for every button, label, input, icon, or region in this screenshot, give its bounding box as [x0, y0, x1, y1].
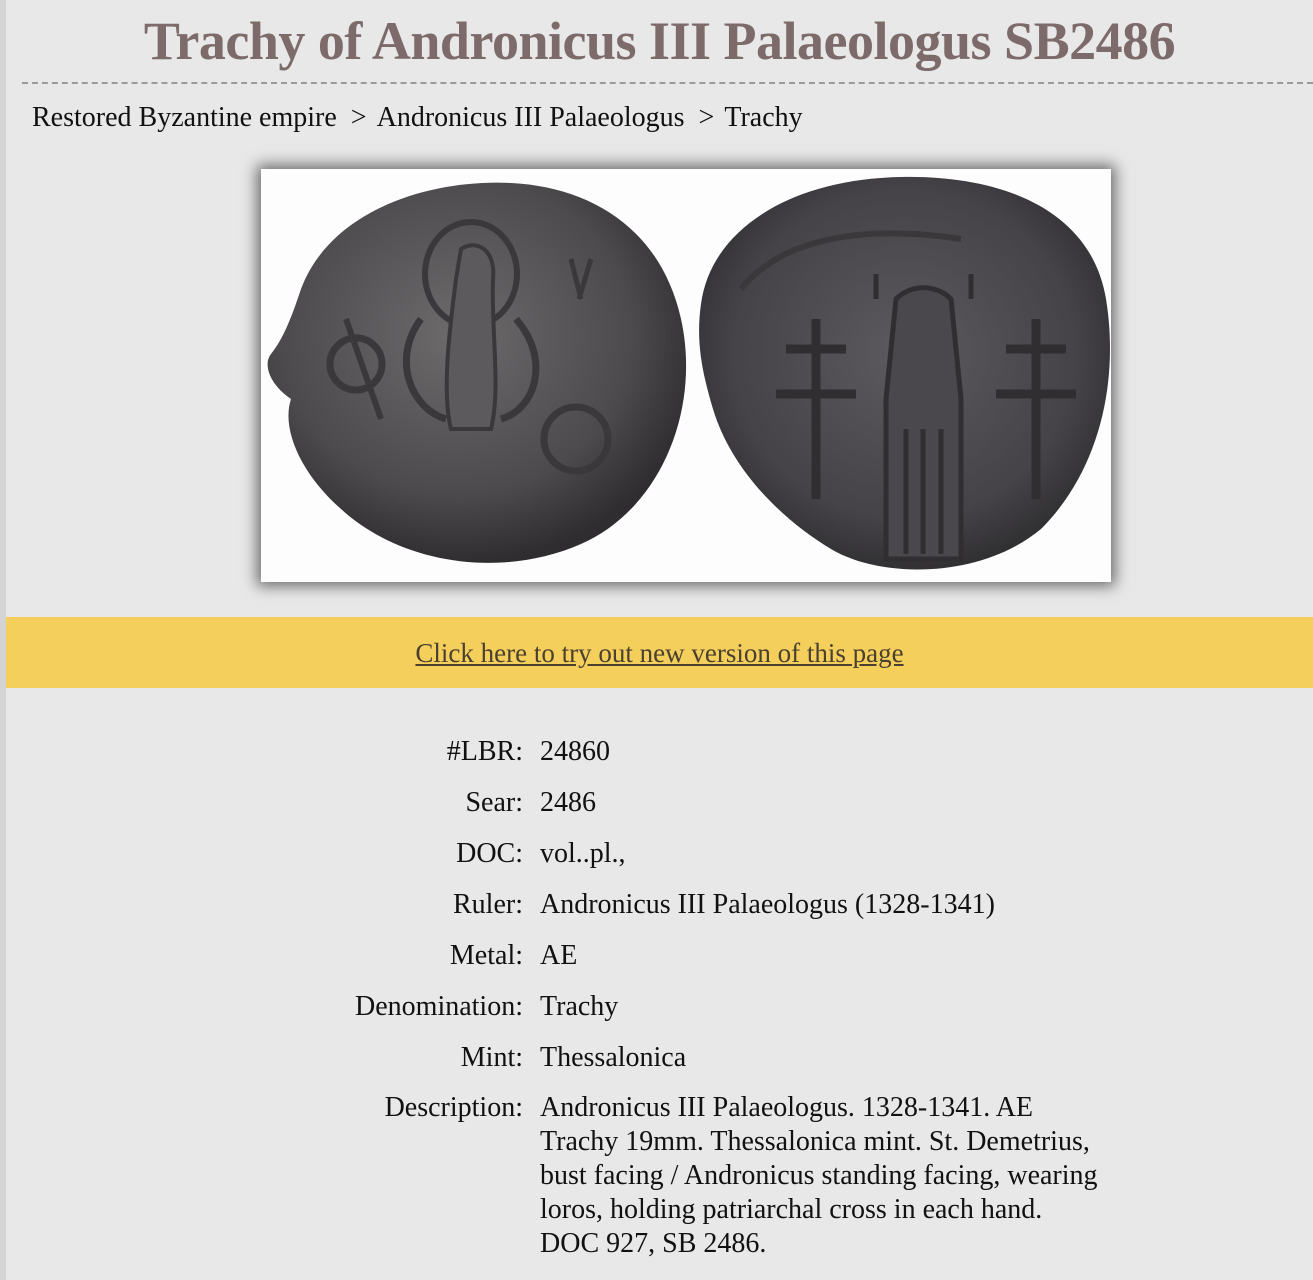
coin-photo: [261, 169, 1111, 582]
detail-value: vol..pl.,: [540, 838, 626, 869]
detail-label: Sear:: [465, 787, 523, 818]
detail-label: Metal:: [449, 940, 523, 971]
breadcrumb-item-denomination[interactable]: Trachy: [724, 102, 803, 133]
detail-label: #LBR:: [446, 736, 523, 767]
detail-value: Trachy: [540, 991, 619, 1022]
detail-label: Description:: [384, 1092, 523, 1123]
title-divider: [22, 82, 1313, 84]
breadcrumb-separator: >: [698, 102, 715, 133]
detail-value: Andronicus III Palaeologus (1328-1341): [540, 889, 995, 920]
page-title: Trachy of Andronicus III Palaeologus SB2486: [143, 11, 1176, 71]
detail-label: DOC:: [456, 838, 523, 869]
detail-value: Thessalonica: [540, 1042, 687, 1073]
coin-image[interactable]: [261, 169, 1111, 582]
detail-value: AE: [540, 940, 578, 971]
reverse-coin: [699, 177, 1110, 570]
breadcrumb-item-ruler[interactable]: Andronicus III Palaeologus: [376, 102, 685, 133]
detail-label: Denomination:: [355, 991, 523, 1022]
detail-value: Andronicus III Palaeologus. 1328-1341. AE Trachy 19mm. Thessalonica mint. St. Demetrius, bust facing / Andronicus standing facing, wearing loros, holding patriarchal cross in each hand. DOC 927, SB 2486.: [540, 1092, 1098, 1259]
detail-value: 24860: [540, 736, 610, 767]
obverse-coin: [268, 183, 686, 563]
breadcrumb-separator: >: [350, 102, 367, 133]
new-version-banner: [6, 617, 1313, 688]
detail-label: Ruler:: [453, 889, 523, 920]
breadcrumb-item-empire[interactable]: Restored Byzantine empire: [32, 102, 337, 133]
detail-label: Mint:: [460, 1042, 523, 1073]
detail-value: 2486: [540, 787, 596, 818]
new-version-link[interactable]: Click here to try out new version of this page: [415, 638, 904, 668]
breadcrumb: [32, 100, 803, 136]
